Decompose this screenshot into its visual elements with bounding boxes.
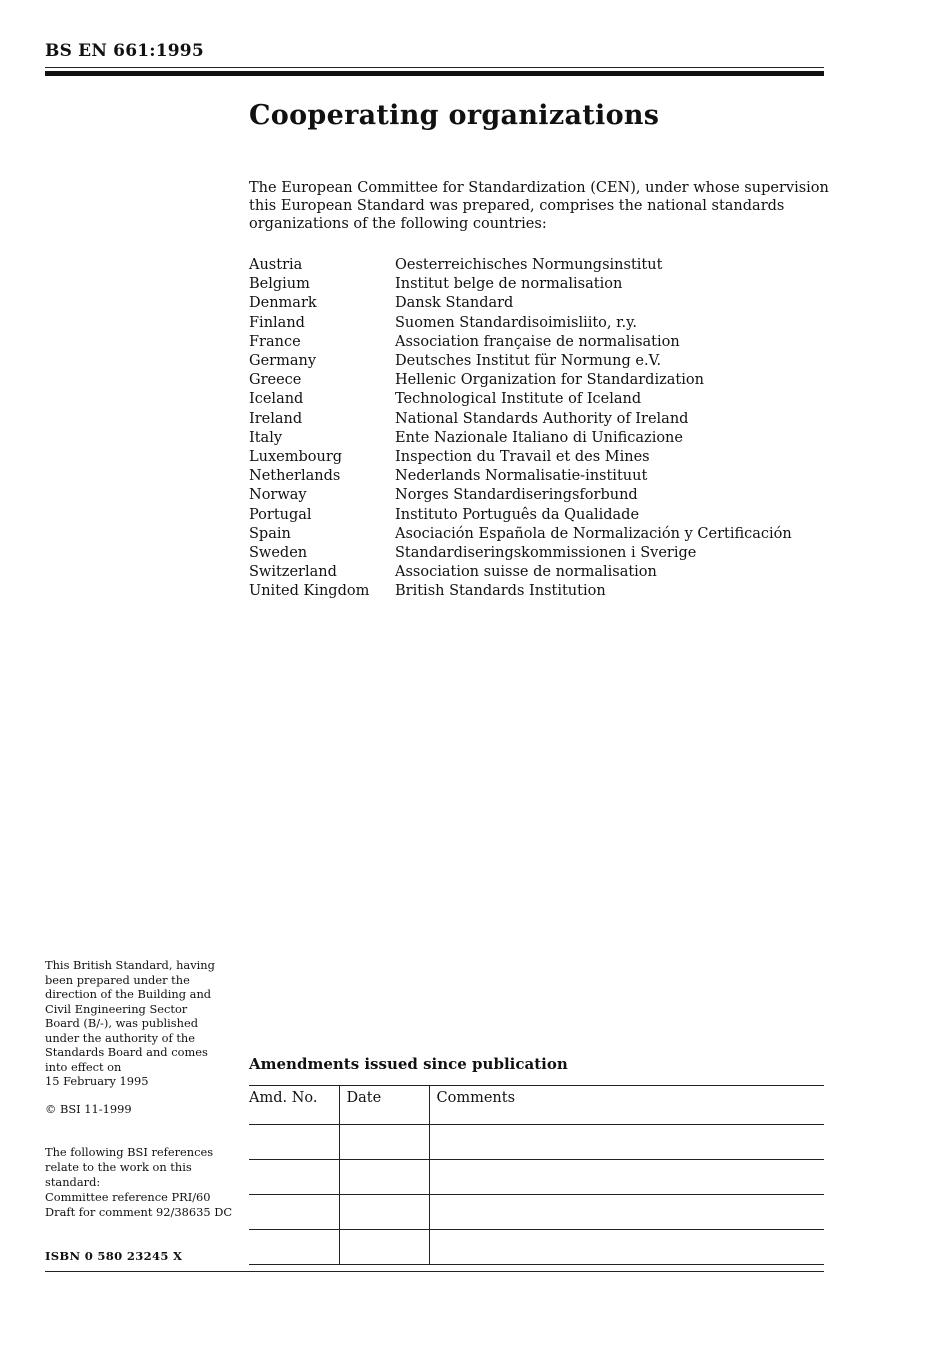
amendment-cell [429, 1125, 824, 1160]
country-row [249, 486, 829, 505]
country-name: United Kingdom [249, 583, 370, 600]
country-name: Greece [249, 372, 302, 389]
reference-line: standard: [45, 1175, 101, 1189]
country-name: Belgium [249, 276, 310, 293]
intro-paragraph: The European Committee for Standardization (CEN), under whose supervision this European Standard was prepared, comprises the national standards organizations of the following countries: [249, 180, 829, 232]
amendment-cell [339, 1230, 429, 1265]
amendment-cell [429, 1230, 824, 1265]
country-row [249, 294, 829, 313]
standard-code: BS EN 661:1995 [45, 41, 204, 61]
standards-organization: Asociación Española de Normalización y Certificación [395, 525, 792, 542]
standards-organization: Suomen Standardisoimisliito, r.y. [395, 314, 637, 331]
column-header-amd-no: Amd. No. [249, 1086, 339, 1125]
standards-organization: Technological Institute of Iceland [395, 391, 642, 408]
standards-organization: Inspection du Travail et des Mines [395, 449, 650, 466]
reference-line: Committee reference PRI/60 [45, 1190, 211, 1204]
amendment-cell [249, 1125, 339, 1160]
isbn: ISBN 0 580 23245 X [45, 1249, 183, 1263]
standards-organization: Hellenic Organization for Standardization [395, 372, 704, 389]
standards-organization: Institut belge de normalisation [395, 276, 623, 293]
country-row [249, 429, 829, 448]
country-row [249, 390, 829, 409]
country-row [249, 314, 829, 333]
amendment-cell [339, 1125, 429, 1160]
bsi-references [45, 1145, 245, 1220]
standards-organization: Standardiseringskommissionen i Sverige [395, 545, 697, 562]
side-note-line: 15 February 1995 [45, 1074, 149, 1088]
amendment-cell [339, 1195, 429, 1230]
country-name: Iceland [249, 391, 304, 408]
amendments-header-row [249, 1086, 824, 1125]
country-row [249, 467, 829, 486]
country-row [249, 275, 829, 294]
country-name: Finland [249, 314, 305, 331]
column-header-date: Date [339, 1086, 429, 1125]
standards-organization: British Standards Institution [395, 583, 606, 600]
standards-organization: Ente Nazionale Italiano di Unificazione [395, 429, 683, 446]
amendment-row [249, 1230, 824, 1265]
country-name: Norway [249, 487, 307, 504]
amendment-cell [429, 1160, 824, 1195]
copyright: © BSI 11-1999 [45, 1102, 132, 1116]
amendment-cell [249, 1230, 339, 1265]
country-name: Luxembourg [249, 449, 343, 466]
amendment-row [249, 1195, 824, 1230]
side-note-line: under the authority of the [45, 1030, 196, 1045]
country-row [249, 333, 829, 352]
country-row [249, 582, 829, 601]
standards-organization: National Standards Authority of Ireland [395, 410, 689, 427]
standards-organization: Association suisse de normalisation [395, 564, 657, 581]
footer-rule [45, 1271, 824, 1272]
amendment-cell [249, 1160, 339, 1195]
country-name: Ireland [249, 410, 303, 427]
amendment-row [249, 1125, 824, 1160]
country-row [249, 256, 829, 275]
standards-organization: Dansk Standard [395, 295, 514, 312]
side-note-line: direction of the Building and [45, 987, 212, 1001]
country-name: Switzerland [249, 564, 337, 581]
side-note-line: been prepared under the [45, 972, 190, 987]
amendments-table [249, 1085, 824, 1265]
amendments-title: Amendments issued since publication [249, 1055, 568, 1073]
country-row [249, 544, 829, 563]
page-title: Cooperating organizations [249, 100, 660, 131]
country-name: Netherlands [249, 468, 341, 485]
amendment-cell [339, 1160, 429, 1195]
side-note-line: Standards Board and comes [45, 1045, 208, 1059]
country-name: Portugal [249, 506, 312, 523]
country-name: France [249, 333, 301, 350]
country-name: Spain [249, 525, 291, 542]
country-name: Denmark [249, 295, 317, 312]
country-row [249, 352, 829, 371]
country-row [249, 506, 829, 525]
country-row [249, 563, 829, 582]
side-note-line: Civil Engineering Sector [45, 1001, 188, 1016]
standards-organization: Instituto Português da Qualidade [395, 506, 640, 523]
country-name: Italy [249, 429, 283, 446]
standards-organization: Association française de normalisation [395, 333, 680, 350]
column-header-comments: Comments [429, 1086, 824, 1125]
side-note [45, 958, 240, 1089]
country-row [249, 410, 829, 429]
reference-line: relate to the work on this [45, 1160, 192, 1174]
amendment-cell [429, 1195, 824, 1230]
reference-line: Draft for comment 92/38635 DC [45, 1205, 233, 1219]
standards-organization: Oesterreichisches Normungsinstitut [395, 257, 663, 273]
reference-line: The following BSI references [45, 1145, 214, 1159]
amendment-cell [249, 1195, 339, 1230]
side-note-line: Board (B/-), was published [45, 1016, 198, 1030]
header-rule-thick [45, 71, 824, 76]
country-name: Germany [249, 353, 317, 370]
header-rule-thin [45, 67, 824, 68]
standards-organization: Deutsches Institut für Normung e.V. [395, 353, 662, 370]
side-note-line: into effect on [45, 1059, 122, 1074]
country-row [249, 448, 829, 467]
country-row [249, 371, 829, 390]
standards-organization: Nederlands Normalisatie-instituut [395, 468, 648, 485]
country-name: Austria [249, 257, 303, 273]
amendment-row [249, 1160, 824, 1195]
country-name: Sweden [249, 545, 308, 562]
country-row [249, 525, 829, 544]
side-note-line: This British Standard, having [45, 958, 215, 972]
country-list [249, 256, 829, 602]
standards-organization: Norges Standardiseringsforbund [395, 487, 638, 504]
